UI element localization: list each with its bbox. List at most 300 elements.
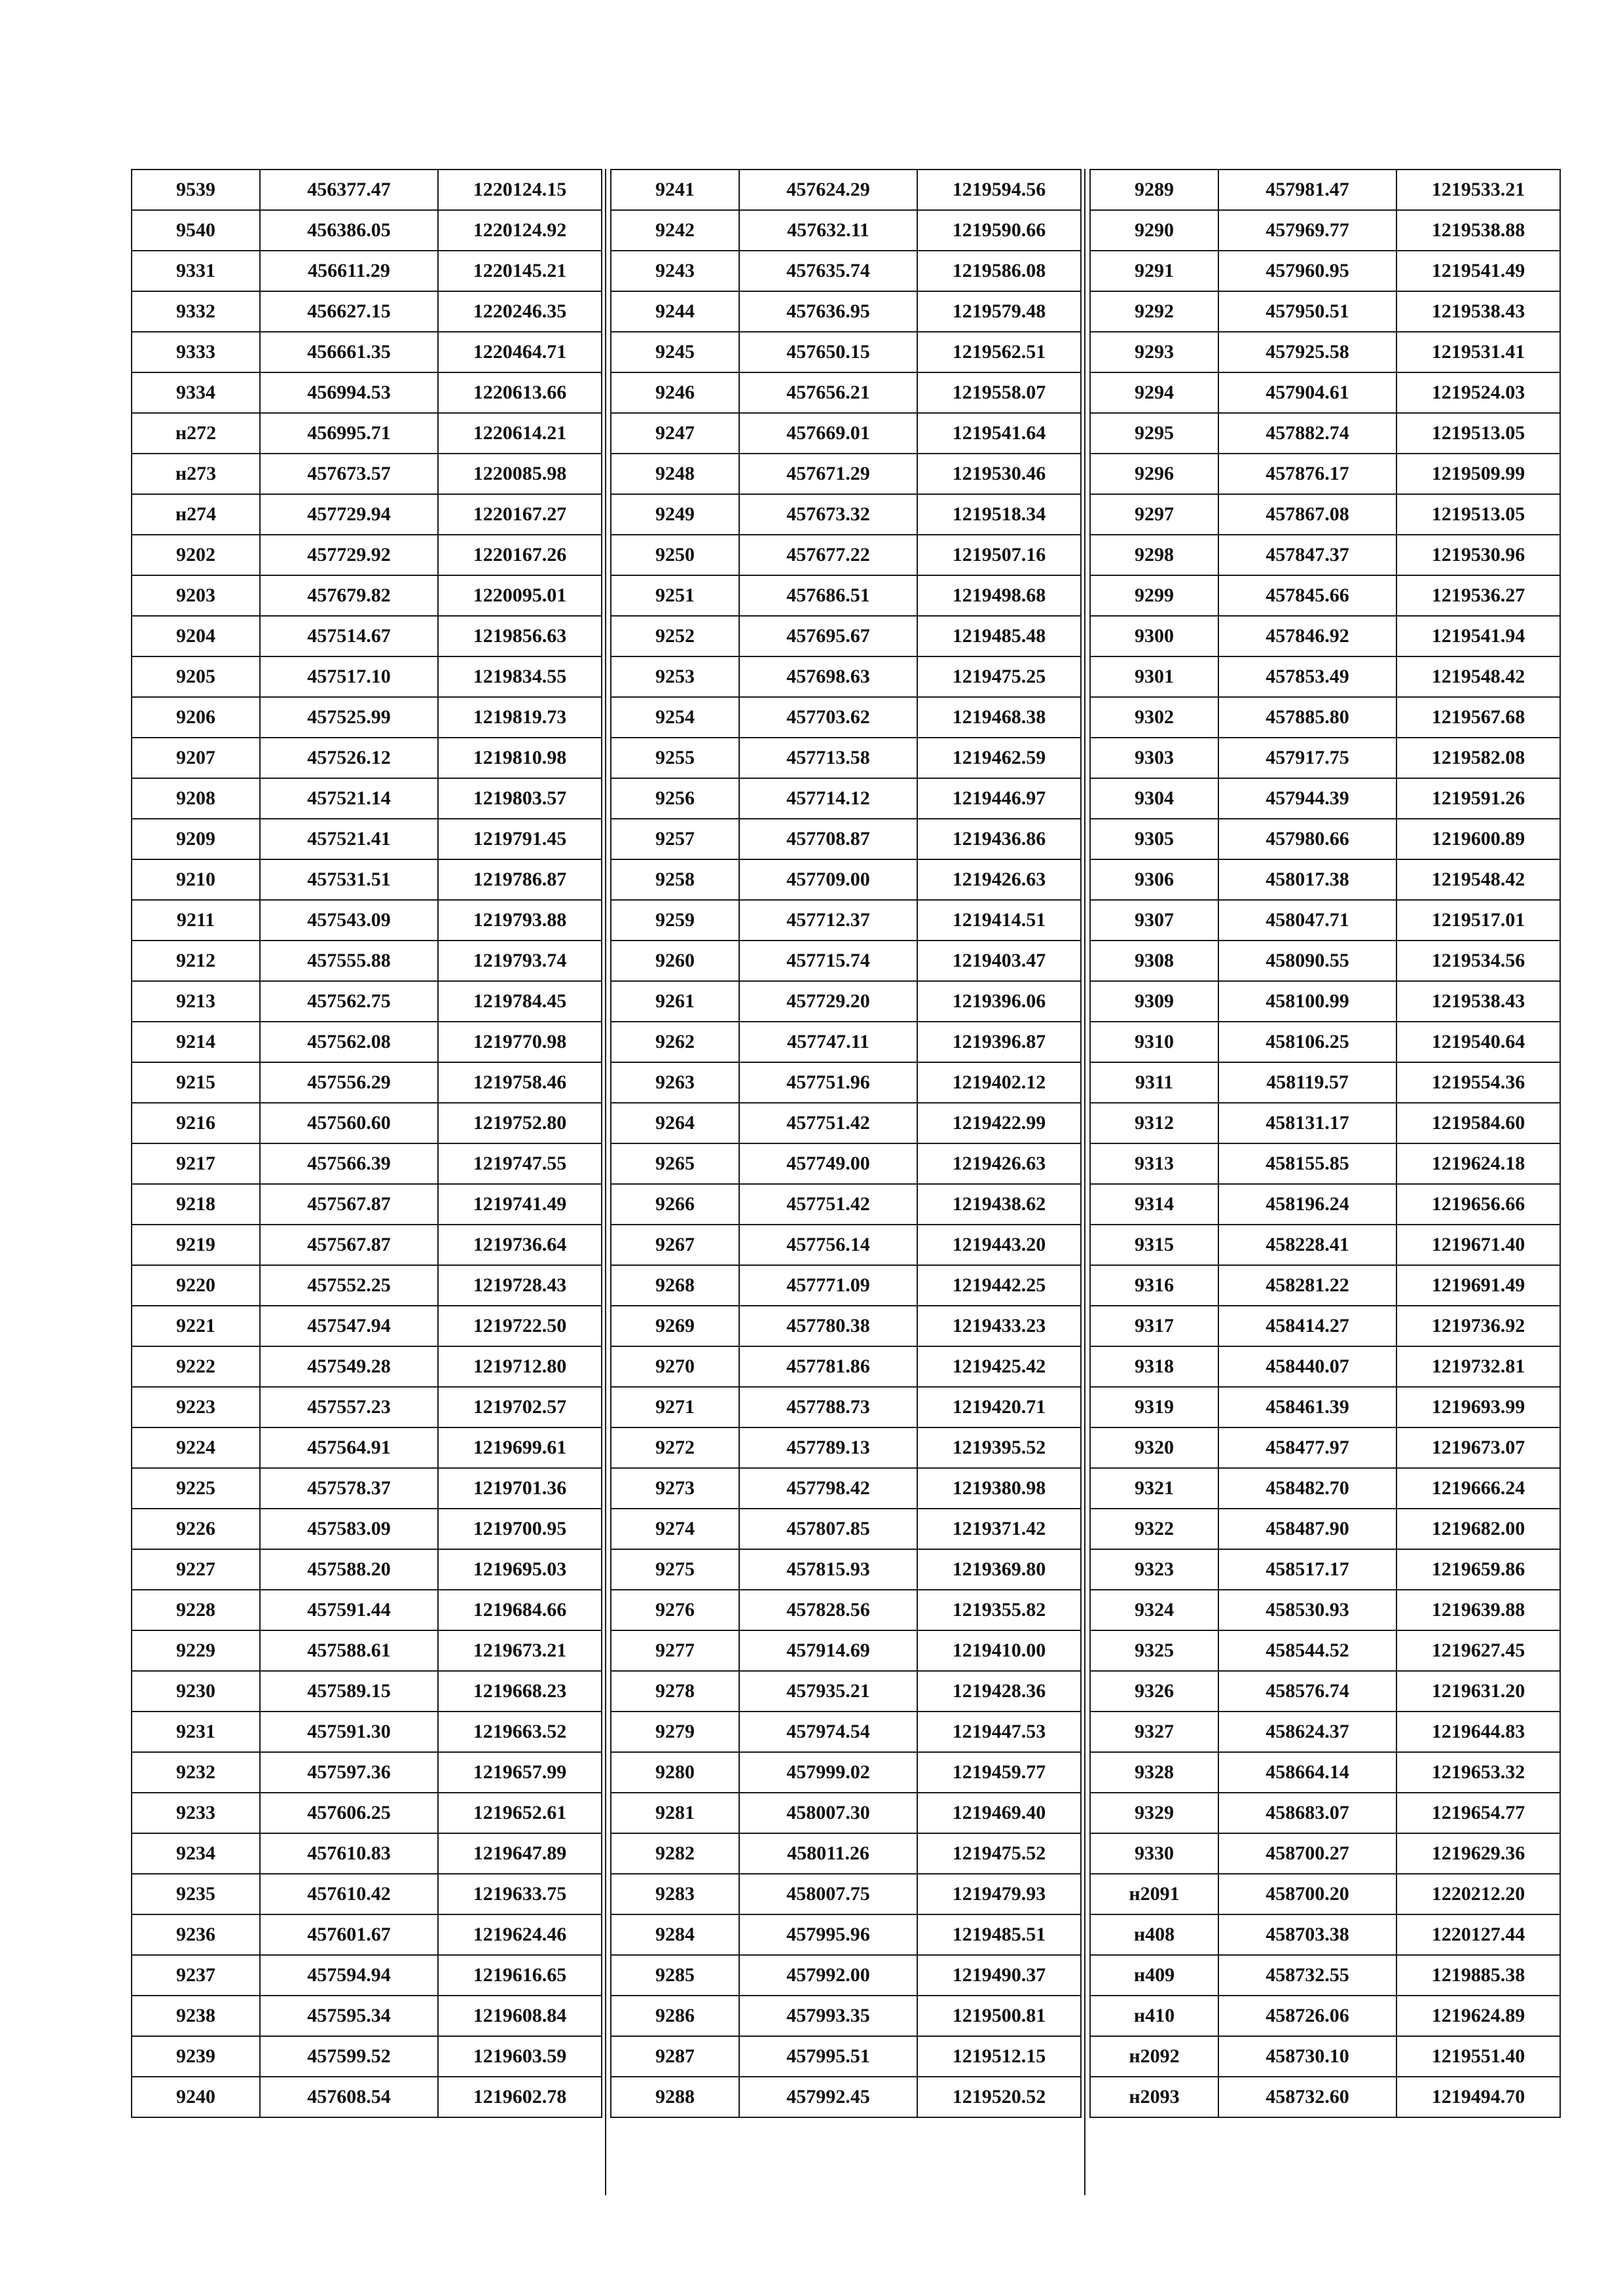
coordinate-y: 1219541.64 — [917, 413, 1081, 454]
column-divider — [605, 169, 606, 2195]
table-row — [1090, 900, 1560, 941]
point-number: 9209 — [132, 819, 260, 859]
table-row — [611, 2077, 1081, 2117]
table-row — [132, 1793, 602, 1833]
coordinate-y: 1219793.74 — [438, 941, 602, 981]
table-row — [611, 1184, 1081, 1225]
point-number: 9539 — [132, 170, 260, 210]
coordinate-x: 457601.67 — [260, 1914, 438, 1955]
coordinate-x: 457914.69 — [739, 1630, 917, 1671]
table-row — [1090, 1590, 1560, 1630]
coordinate-y: 1219834.55 — [438, 656, 602, 697]
table-row — [1090, 1509, 1560, 1549]
coordinate-y: 1219608.84 — [438, 1996, 602, 2036]
point-number: н2092 — [1090, 2036, 1218, 2077]
point-number: 9253 — [611, 656, 739, 697]
table-row — [1090, 941, 1560, 981]
coordinates-table-3 — [1089, 169, 1561, 2118]
coordinate-y: 1220614.21 — [438, 413, 602, 454]
coordinate-x: 457673.57 — [260, 454, 438, 494]
table-row — [611, 251, 1081, 291]
table-row — [132, 738, 602, 778]
table-row — [1090, 616, 1560, 656]
table-row — [1090, 697, 1560, 738]
coordinate-y: 1219442.25 — [917, 1265, 1081, 1306]
table-row — [611, 1509, 1081, 1549]
point-number: 9303 — [1090, 738, 1218, 778]
table-row — [132, 170, 602, 210]
table-row — [1090, 170, 1560, 210]
coordinate-y: 1219402.12 — [917, 1062, 1081, 1103]
coordinate-x: 458155.85 — [1218, 1143, 1396, 1184]
coordinate-x: 458047.71 — [1218, 900, 1396, 941]
coordinate-y: 1219695.03 — [438, 1549, 602, 1590]
table-row — [1090, 1346, 1560, 1387]
coordinate-y: 1219395.52 — [917, 1427, 1081, 1468]
point-number: 9255 — [611, 738, 739, 778]
table-row — [1090, 1874, 1560, 1914]
coordinate-y: 1219485.48 — [917, 616, 1081, 656]
coordinate-y: 1219819.73 — [438, 697, 602, 738]
coordinate-x: 458732.60 — [1218, 2077, 1396, 2117]
coordinate-y: 1219517.01 — [1396, 900, 1560, 941]
point-number: 9226 — [132, 1509, 260, 1549]
point-number: 9271 — [611, 1387, 739, 1427]
table-row — [132, 1712, 602, 1752]
coordinate-x: 457876.17 — [1218, 454, 1396, 494]
coordinate-x: 457679.82 — [260, 575, 438, 616]
point-number: 9210 — [132, 859, 260, 900]
coordinate-y: 1219490.37 — [917, 1955, 1081, 1996]
coordinate-x: 457712.37 — [739, 900, 917, 941]
coordinate-x: 457749.00 — [739, 1143, 917, 1184]
table-row — [1090, 1225, 1560, 1265]
table-row — [1090, 291, 1560, 332]
coordinate-x: 457781.86 — [739, 1346, 917, 1387]
point-number: 9239 — [132, 2036, 260, 2077]
coordinate-y: 1219784.45 — [438, 981, 602, 1022]
table-row — [611, 738, 1081, 778]
coordinate-y: 1219446.97 — [917, 778, 1081, 819]
point-number: 9236 — [132, 1914, 260, 1955]
coordinate-x: 457526.12 — [260, 738, 438, 778]
coordinate-x: 458530.93 — [1218, 1590, 1396, 1630]
coordinate-y: 1219722.50 — [438, 1306, 602, 1346]
point-number: 9229 — [132, 1630, 260, 1671]
point-number: 9315 — [1090, 1225, 1218, 1265]
point-number: 9225 — [132, 1468, 260, 1509]
coordinate-x: 457589.15 — [260, 1671, 438, 1712]
coordinate-x: 457606.25 — [260, 1793, 438, 1833]
coordinate-x: 457788.73 — [739, 1387, 917, 1427]
coordinate-x: 458440.07 — [1218, 1346, 1396, 1387]
point-number: 9216 — [132, 1103, 260, 1143]
coordinate-y: 1219668.23 — [438, 1671, 602, 1712]
point-number: 9261 — [611, 981, 739, 1022]
coordinate-y: 1219520.52 — [917, 2077, 1081, 2117]
coordinate-x: 457751.42 — [739, 1184, 917, 1225]
point-number: н273 — [132, 454, 260, 494]
coordinate-x: 457567.87 — [260, 1225, 438, 1265]
coordinate-y: 1219533.21 — [1396, 170, 1560, 210]
table-row — [611, 1549, 1081, 1590]
coordinate-x: 457556.29 — [260, 1062, 438, 1103]
coordinate-y: 1219475.25 — [917, 656, 1081, 697]
point-number: 9299 — [1090, 575, 1218, 616]
coordinate-x: 457969.77 — [1218, 210, 1396, 251]
coordinate-x: 458007.30 — [739, 1793, 917, 1833]
coordinate-y: 1219624.46 — [438, 1914, 602, 1955]
point-number: 9323 — [1090, 1549, 1218, 1590]
coordinate-x: 458196.24 — [1218, 1184, 1396, 1225]
coordinate-x: 457992.00 — [739, 1955, 917, 1996]
point-number: 9263 — [611, 1062, 739, 1103]
point-number: 9311 — [1090, 1062, 1218, 1103]
coordinate-y: 1219428.36 — [917, 1671, 1081, 1712]
coordinate-y: 1220212.20 — [1396, 1874, 1560, 1914]
table-row — [1090, 372, 1560, 413]
coordinate-x: 457703.62 — [739, 697, 917, 738]
point-number: 9204 — [132, 616, 260, 656]
coordinate-x: 458477.97 — [1218, 1427, 1396, 1468]
coordinate-y: 1219671.40 — [1396, 1225, 1560, 1265]
coordinate-y: 1219536.27 — [1396, 575, 1560, 616]
table-row — [611, 372, 1081, 413]
coordinate-y: 1219885.38 — [1396, 1955, 1560, 1996]
coordinate-y: 1219656.66 — [1396, 1184, 1560, 1225]
table-row — [1090, 1265, 1560, 1306]
coordinate-x: 457751.96 — [739, 1062, 917, 1103]
table-row — [132, 616, 602, 656]
point-number: 9288 — [611, 2077, 739, 2117]
table-row — [611, 1225, 1081, 1265]
table-row — [611, 1630, 1081, 1671]
coordinate-x: 458414.27 — [1218, 1306, 1396, 1346]
table-row — [1090, 1062, 1560, 1103]
point-number: 9222 — [132, 1346, 260, 1387]
coordinate-x: 457713.58 — [739, 738, 917, 778]
point-number: 9302 — [1090, 697, 1218, 738]
table-row — [132, 2077, 602, 2117]
table-row — [611, 1062, 1081, 1103]
point-number: 9296 — [1090, 454, 1218, 494]
point-number: 9279 — [611, 1712, 739, 1752]
coordinate-x: 457525.99 — [260, 697, 438, 738]
coordinate-y: 1219732.81 — [1396, 1346, 1560, 1387]
point-number: 9272 — [611, 1427, 739, 1468]
coordinate-x: 456995.71 — [260, 413, 438, 454]
point-number: 9215 — [132, 1062, 260, 1103]
coordinate-y: 1219616.65 — [438, 1955, 602, 1996]
coordinate-x: 458482.70 — [1218, 1468, 1396, 1509]
table-row — [1090, 1712, 1560, 1752]
table-row — [132, 1022, 602, 1062]
point-number: 9301 — [1090, 656, 1218, 697]
point-number: 9282 — [611, 1833, 739, 1874]
coordinate-x: 458664.14 — [1218, 1752, 1396, 1793]
point-number: 9300 — [1090, 616, 1218, 656]
point-number: 9316 — [1090, 1265, 1218, 1306]
table-row — [611, 1022, 1081, 1062]
coordinate-y: 1219579.48 — [917, 291, 1081, 332]
table-row — [1090, 454, 1560, 494]
table-row — [132, 332, 602, 372]
coordinate-y: 1219469.40 — [917, 1793, 1081, 1833]
coordinate-y: 1219758.46 — [438, 1062, 602, 1103]
coordinate-x: 458017.38 — [1218, 859, 1396, 900]
coordinate-x: 457686.51 — [739, 575, 917, 616]
point-number: 9292 — [1090, 291, 1218, 332]
table-row — [611, 494, 1081, 535]
coordinate-y: 1219586.08 — [917, 251, 1081, 291]
point-number: 9320 — [1090, 1427, 1218, 1468]
point-number: 9298 — [1090, 535, 1218, 575]
coordinate-y: 1219803.57 — [438, 778, 602, 819]
point-number: 9213 — [132, 981, 260, 1022]
point-number: 9254 — [611, 697, 739, 738]
coordinate-y: 1219548.42 — [1396, 656, 1560, 697]
coordinate-x: 457552.25 — [260, 1265, 438, 1306]
point-number: 9329 — [1090, 1793, 1218, 1833]
table-row — [1090, 575, 1560, 616]
coordinate-y: 1219747.55 — [438, 1143, 602, 1184]
table-row — [132, 1062, 602, 1103]
point-number: 9269 — [611, 1306, 739, 1346]
coordinate-y: 1219538.43 — [1396, 981, 1560, 1022]
coordinate-x: 457521.41 — [260, 819, 438, 859]
coordinate-y: 1219728.43 — [438, 1265, 602, 1306]
coordinate-y: 1219447.53 — [917, 1712, 1081, 1752]
table-row — [1090, 494, 1560, 535]
coordinate-y: 1219752.80 — [438, 1103, 602, 1143]
point-number: 9293 — [1090, 332, 1218, 372]
coordinate-x: 458700.20 — [1218, 1874, 1396, 1914]
point-number: 9333 — [132, 332, 260, 372]
table-row — [1090, 738, 1560, 778]
coordinate-x: 457974.54 — [739, 1712, 917, 1752]
table-row — [132, 372, 602, 413]
coordinate-y: 1219538.88 — [1396, 210, 1560, 251]
point-number: н272 — [132, 413, 260, 454]
table-row — [1090, 251, 1560, 291]
point-number: 9317 — [1090, 1306, 1218, 1346]
coordinate-x: 457885.80 — [1218, 697, 1396, 738]
coordinate-x: 457521.14 — [260, 778, 438, 819]
coordinate-y: 1219540.64 — [1396, 1022, 1560, 1062]
coordinate-x: 458703.38 — [1218, 1914, 1396, 1955]
coordinate-y: 1219652.61 — [438, 1793, 602, 1833]
coordinate-y: 1219647.89 — [438, 1833, 602, 1874]
coordinate-y: 1219590.66 — [917, 210, 1081, 251]
point-number: 9312 — [1090, 1103, 1218, 1143]
coordinate-x: 457729.20 — [739, 981, 917, 1022]
coordinate-x: 457578.37 — [260, 1468, 438, 1509]
coordinate-x: 457815.93 — [739, 1549, 917, 1590]
coordinate-x: 457567.87 — [260, 1184, 438, 1225]
point-number: 9241 — [611, 170, 739, 210]
coordinate-x: 457669.01 — [739, 413, 917, 454]
point-number: 9252 — [611, 616, 739, 656]
coordinate-x: 457709.00 — [739, 859, 917, 900]
table-row — [1090, 656, 1560, 697]
table-row — [611, 1103, 1081, 1143]
table-row — [1090, 981, 1560, 1022]
coordinate-x: 457531.51 — [260, 859, 438, 900]
coordinate-x: 457635.74 — [739, 251, 917, 291]
point-number: 9331 — [132, 251, 260, 291]
point-number: 9330 — [1090, 1833, 1218, 1874]
table-row — [1090, 1022, 1560, 1062]
point-number: 9274 — [611, 1509, 739, 1549]
coordinate-x: 457714.12 — [739, 778, 917, 819]
coordinate-y: 1219524.03 — [1396, 372, 1560, 413]
point-number: 9291 — [1090, 251, 1218, 291]
table-row — [611, 454, 1081, 494]
coordinate-x: 458726.06 — [1218, 1996, 1396, 2036]
table-row — [611, 1468, 1081, 1509]
point-number: 9265 — [611, 1143, 739, 1184]
point-number: 9280 — [611, 1752, 739, 1793]
coordinate-y: 1219551.40 — [1396, 2036, 1560, 2077]
point-number: н2091 — [1090, 1874, 1218, 1914]
coordinate-y: 1219600.89 — [1396, 819, 1560, 859]
coordinate-x: 457566.39 — [260, 1143, 438, 1184]
coordinate-x: 457917.75 — [1218, 738, 1396, 778]
coordinate-y: 1219810.98 — [438, 738, 602, 778]
coordinate-x: 457828.56 — [739, 1590, 917, 1630]
coordinate-x: 457980.66 — [1218, 819, 1396, 859]
table-row — [611, 1914, 1081, 1955]
point-number: 9310 — [1090, 1022, 1218, 1062]
coordinate-y: 1219741.49 — [438, 1184, 602, 1225]
table-row — [132, 1752, 602, 1793]
coordinate-y: 1219438.62 — [917, 1184, 1081, 1225]
coordinate-y: 1219468.38 — [917, 697, 1081, 738]
table-row — [1090, 819, 1560, 859]
coordinate-y: 1219793.88 — [438, 900, 602, 941]
point-number: 9334 — [132, 372, 260, 413]
coordinate-y: 1219410.00 — [917, 1630, 1081, 1671]
coordinate-y: 1219512.15 — [917, 2036, 1081, 2077]
point-number: 9232 — [132, 1752, 260, 1793]
coordinate-x: 458100.99 — [1218, 981, 1396, 1022]
coordinate-x: 457867.08 — [1218, 494, 1396, 535]
coordinate-y: 1219518.34 — [917, 494, 1081, 535]
coordinate-y: 1219530.46 — [917, 454, 1081, 494]
coordinate-x: 458730.10 — [1218, 2036, 1396, 2077]
table-row — [1090, 1468, 1560, 1509]
point-number: 9295 — [1090, 413, 1218, 454]
table-row — [132, 1996, 602, 2036]
table-row — [611, 1752, 1081, 1793]
point-number: 9270 — [611, 1346, 739, 1387]
coordinate-y: 1219691.49 — [1396, 1265, 1560, 1306]
point-number: 9217 — [132, 1143, 260, 1184]
table-row — [611, 1306, 1081, 1346]
point-number: н409 — [1090, 1955, 1218, 1996]
table-row — [611, 941, 1081, 981]
coordinate-y: 1219702.57 — [438, 1387, 602, 1427]
table-row — [132, 1184, 602, 1225]
table-row — [611, 819, 1081, 859]
table-row — [132, 1590, 602, 1630]
coordinate-x: 457591.30 — [260, 1712, 438, 1752]
table-row — [611, 1793, 1081, 1833]
point-number: 9260 — [611, 941, 739, 981]
column-divider — [1084, 169, 1085, 2195]
coordinate-y: 1219663.52 — [438, 1712, 602, 1752]
table-row — [611, 1143, 1081, 1184]
coordinate-y: 1219369.80 — [917, 1549, 1081, 1590]
coordinate-x: 457780.38 — [739, 1306, 917, 1346]
point-number: 9289 — [1090, 170, 1218, 210]
coordinate-x: 457995.51 — [739, 2036, 917, 2077]
point-number: 9208 — [132, 778, 260, 819]
point-number: 9207 — [132, 738, 260, 778]
coordinate-y: 1220464.71 — [438, 332, 602, 372]
coordinate-y: 1219558.07 — [917, 372, 1081, 413]
point-number: 9251 — [611, 575, 739, 616]
point-number: 9290 — [1090, 210, 1218, 251]
coordinate-y: 1219479.93 — [917, 1874, 1081, 1914]
coordinate-y: 1219426.63 — [917, 1143, 1081, 1184]
coordinate-x: 458090.55 — [1218, 941, 1396, 981]
coordinate-x: 457698.63 — [739, 656, 917, 697]
point-number: 9283 — [611, 1874, 739, 1914]
table-row — [132, 1833, 602, 1874]
coordinate-x: 458624.37 — [1218, 1712, 1396, 1752]
table-row — [611, 859, 1081, 900]
coordinate-y: 1219414.51 — [917, 900, 1081, 941]
point-number: 9211 — [132, 900, 260, 941]
table-row — [611, 210, 1081, 251]
coordinate-x: 457555.88 — [260, 941, 438, 981]
coordinate-x: 457517.10 — [260, 656, 438, 697]
table-row — [1090, 1793, 1560, 1833]
coordinate-x: 457708.87 — [739, 819, 917, 859]
table-row — [611, 1590, 1081, 1630]
coordinate-y: 1219644.83 — [1396, 1712, 1560, 1752]
coordinate-x: 457599.52 — [260, 2036, 438, 2077]
coordinate-x: 457935.21 — [739, 1671, 917, 1712]
table-row — [1090, 1427, 1560, 1468]
table-row — [611, 778, 1081, 819]
coordinate-y: 1219420.71 — [917, 1387, 1081, 1427]
table-row — [1090, 332, 1560, 372]
point-number: 9314 — [1090, 1184, 1218, 1225]
table-row — [132, 1427, 602, 1468]
coordinate-x: 457677.22 — [739, 535, 917, 575]
point-number: 9257 — [611, 819, 739, 859]
table-row — [132, 210, 602, 251]
point-number: 9308 — [1090, 941, 1218, 981]
table-row — [611, 2036, 1081, 2077]
coordinate-x: 457846.92 — [1218, 616, 1396, 656]
table-row — [132, 1387, 602, 1427]
point-number: 9294 — [1090, 372, 1218, 413]
point-number: 9286 — [611, 1996, 739, 2036]
coordinate-x: 458732.55 — [1218, 1955, 1396, 1996]
coordinate-x: 458683.07 — [1218, 1793, 1396, 1833]
table-row — [132, 1265, 602, 1306]
coordinate-x: 457695.67 — [739, 616, 917, 656]
coordinate-x: 458119.57 — [1218, 1062, 1396, 1103]
point-number: 9278 — [611, 1671, 739, 1712]
point-number: 9277 — [611, 1630, 739, 1671]
coordinate-y: 1219657.99 — [438, 1752, 602, 1793]
coordinate-y: 1219494.70 — [1396, 2077, 1560, 2117]
coordinate-x: 457595.34 — [260, 1996, 438, 2036]
